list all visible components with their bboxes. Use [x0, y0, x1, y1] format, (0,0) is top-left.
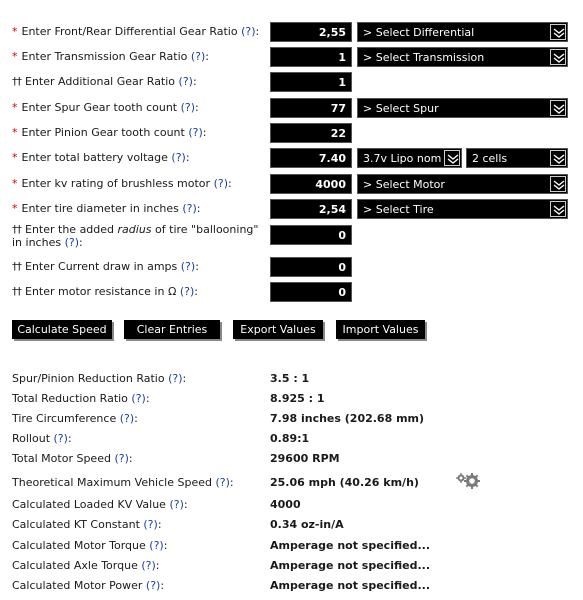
help-link[interactable]: (?) [188, 126, 203, 139]
select-value: 3.7v Lipo nom [363, 152, 442, 165]
label-colon: : [145, 392, 150, 405]
result-row [0, 579, 583, 597]
help-link[interactable]: (?) [171, 151, 186, 164]
help-link[interactable]: (?) [180, 260, 196, 273]
form-row-differential [0, 22, 583, 42]
form-row-additional-gear [0, 72, 583, 92]
result-value: 7.98 inches (202.68 mm) [270, 412, 425, 425]
additional-ratio-input[interactable]: 1 [270, 72, 352, 92]
select-value: > Select Tire [363, 203, 434, 216]
result-value: Amperage not specified... [270, 579, 430, 592]
label-text: Enter Spur Gear tooth count [21, 101, 178, 114]
label-text: Spur/Pinion Reduction Ratio [12, 372, 165, 385]
label-colon: : [255, 25, 260, 38]
import-values-button[interactable]: Import Values [336, 320, 425, 339]
result-row [0, 392, 583, 410]
label-colon: : [160, 579, 165, 592]
label-colon: : [134, 412, 138, 425]
required-marker: * [12, 25, 18, 38]
pinion-count-input[interactable]: 22 [270, 123, 352, 143]
label-text: Calculated Motor Torque [12, 539, 146, 552]
tire-diameter-input[interactable]: 2,54 [270, 199, 352, 219]
field-label [12, 260, 199, 273]
spur-count-input[interactable]: 77 [270, 98, 352, 118]
help-link[interactable]: (?) [53, 432, 68, 445]
label-text: Total Reduction Ratio [12, 392, 128, 405]
form-row-resistance [0, 282, 583, 302]
label-text: Theoretical Maximum Vehicle Speed [12, 476, 212, 489]
label-colon: : [155, 559, 160, 572]
field-label [12, 75, 197, 88]
cell-count-select[interactable] [466, 148, 568, 168]
field-label [12, 285, 198, 298]
form-row-current [0, 257, 583, 277]
help-link[interactable]: (?) [131, 392, 146, 405]
label-colon: : [195, 101, 199, 114]
gears-icon[interactable] [455, 472, 481, 490]
calculate-speed-button[interactable]: Calculate Speed [12, 320, 112, 339]
voltage-input[interactable]: 7.40 [270, 148, 352, 168]
result-value: 0.89:1 [270, 432, 310, 445]
required-marker: * [12, 126, 18, 139]
help-link[interactable]: (?) [182, 202, 197, 215]
label-text: Calculated Loaded KV Value [12, 498, 166, 511]
help-link[interactable]: (?) [180, 101, 196, 114]
select-value: > Select Spur [363, 102, 439, 115]
label-colon: : [163, 539, 168, 552]
label-text: Enter Transmission Gear Ratio [21, 50, 188, 63]
help-link[interactable]: (?) [179, 285, 195, 298]
field-label [12, 101, 199, 114]
result-label [12, 476, 234, 489]
optional-marker: †† [12, 75, 21, 88]
clear-entries-button[interactable]: Clear Entries [124, 320, 220, 339]
label-text: Enter total battery voltage [21, 151, 168, 164]
result-value: 4000 [270, 498, 301, 511]
result-value: 25.06 mph (40.26 km/h) [270, 476, 419, 489]
result-value: Amperage not specified... [270, 539, 430, 552]
form-row-ballooning [0, 223, 583, 249]
tire-select[interactable] [357, 199, 568, 219]
optional-marker: †† [12, 260, 21, 273]
result-row [0, 372, 583, 390]
chevron-down-icon [444, 150, 460, 166]
field-label [12, 202, 201, 215]
form-row-voltage [0, 148, 583, 168]
label-colon: : [182, 372, 187, 385]
optional-marker: †† [12, 223, 21, 236]
label-colon: : [196, 202, 201, 215]
differential-ratio-input[interactable]: 2,55 [270, 22, 352, 42]
label-colon: : [194, 285, 199, 298]
field-label [12, 151, 190, 164]
help-link[interactable]: (?) [119, 412, 135, 425]
help-link[interactable]: (?) [141, 559, 156, 572]
result-label [12, 452, 133, 465]
form-row-tire [0, 199, 583, 219]
result-label [12, 518, 162, 531]
select-value: > Select Motor [363, 178, 445, 191]
chevron-down-icon [550, 49, 566, 65]
chevron-down-icon [550, 150, 566, 166]
result-row [0, 498, 583, 516]
label-text: Calculated KT Constant [12, 518, 140, 531]
result-label [12, 539, 167, 552]
label-text: Calculated Axle Torque [12, 559, 138, 572]
motor-resistance-input[interactable]: 0 [270, 282, 352, 302]
label-text: Calculated Motor Power [12, 579, 143, 592]
help-link[interactable]: (?) [169, 498, 184, 511]
result-value: Amperage not specified... [270, 559, 430, 572]
label-text: Enter the added [25, 223, 115, 236]
help-link[interactable]: (?) [215, 476, 230, 489]
result-label [12, 372, 186, 385]
label-text: Enter motor resistance in Ω [25, 285, 177, 298]
help-link[interactable]: (?) [114, 452, 129, 465]
form-row-kv [0, 174, 583, 194]
select-value: 2 cells [472, 152, 508, 165]
field-label [12, 223, 262, 249]
field-label [12, 126, 206, 139]
label-colon: : [227, 177, 232, 190]
required-marker: * [12, 202, 18, 215]
select-value: > Select Transmission [363, 51, 485, 64]
label-colon: : [79, 236, 83, 249]
chevron-down-icon [550, 201, 566, 217]
select-value: > Select Differential [363, 26, 475, 39]
result-row [0, 539, 583, 557]
help-link[interactable]: (?) [64, 236, 79, 249]
kv-rating-input[interactable]: 4000 [270, 174, 352, 194]
label-colon: : [157, 518, 162, 531]
help-link[interactable]: (?) [213, 177, 228, 190]
spur-select[interactable] [357, 98, 568, 118]
motor-select[interactable] [357, 174, 568, 194]
label-text: Enter Current draw in amps [25, 260, 178, 273]
label-colon: : [185, 151, 190, 164]
help-link[interactable]: (?) [241, 25, 256, 38]
label-text: Tire Circumference [12, 412, 117, 425]
label-text: Enter Pinion Gear tooth count [21, 126, 185, 139]
help-link[interactable]: (?) [149, 539, 164, 552]
required-marker: * [12, 101, 18, 114]
result-label [12, 579, 164, 592]
field-label [12, 177, 232, 190]
result-row [0, 559, 583, 577]
chevron-down-icon [550, 100, 566, 116]
current-draw-input[interactable]: 0 [270, 257, 352, 277]
label-colon: : [205, 50, 210, 63]
required-marker: * [12, 177, 18, 190]
help-link[interactable]: (?) [143, 518, 158, 531]
form-row-spur [0, 98, 583, 118]
battery-type-select[interactable] [357, 148, 462, 168]
label-emphasis: radius [117, 223, 152, 236]
label-text: Enter tire diameter in inches [21, 202, 179, 215]
label-text: Rollout [12, 432, 51, 445]
form-row-transmission [0, 47, 583, 67]
result-label [12, 392, 150, 405]
help-link[interactable]: (?) [145, 579, 161, 592]
result-row [0, 518, 583, 536]
ballooning-input[interactable]: 0 [270, 225, 352, 245]
label-colon: : [229, 476, 234, 489]
result-row [0, 412, 583, 430]
label-text: Enter Front/Rear Differential Gear Ratio [21, 25, 238, 38]
result-row [0, 432, 583, 450]
help-link[interactable]: (?) [190, 50, 206, 63]
result-label [12, 432, 72, 445]
label-colon: : [183, 498, 188, 511]
result-label [12, 412, 138, 425]
differential-select[interactable] [357, 22, 568, 42]
optional-marker: †† [12, 285, 21, 298]
result-label [12, 498, 188, 511]
required-marker: * [12, 50, 18, 63]
label-text: Enter Additional Gear Ratio [25, 75, 176, 88]
help-link[interactable]: (?) [168, 372, 183, 385]
label-text: Total Motor Speed [12, 452, 111, 465]
chevron-down-icon [550, 176, 566, 192]
result-row [0, 476, 583, 494]
chevron-down-icon [550, 24, 566, 40]
label-text: Enter kv rating of brushless motor [21, 177, 211, 190]
required-marker: * [12, 151, 18, 164]
label-colon: : [195, 260, 199, 273]
transmission-select[interactable] [357, 47, 568, 67]
label-colon: : [67, 432, 72, 445]
field-label [12, 25, 259, 38]
result-value: 29600 RPM [270, 452, 340, 465]
result-label [12, 559, 159, 572]
transmission-ratio-input[interactable]: 1 [270, 47, 352, 67]
label-colon: : [128, 452, 133, 465]
form-row-pinion [0, 123, 583, 143]
export-values-button[interactable]: Export Values [233, 320, 323, 339]
result-value: 8.925 : 1 [270, 392, 325, 405]
result-value: 0.34 oz-in/A [270, 518, 344, 531]
label-colon: : [192, 75, 197, 88]
label-text: of tire "ballooning" in inches [12, 223, 259, 249]
field-label [12, 50, 209, 63]
help-link[interactable]: (?) [178, 75, 193, 88]
result-row [0, 452, 583, 470]
result-value: 3.5 : 1 [270, 372, 310, 385]
label-colon: : [202, 126, 207, 139]
